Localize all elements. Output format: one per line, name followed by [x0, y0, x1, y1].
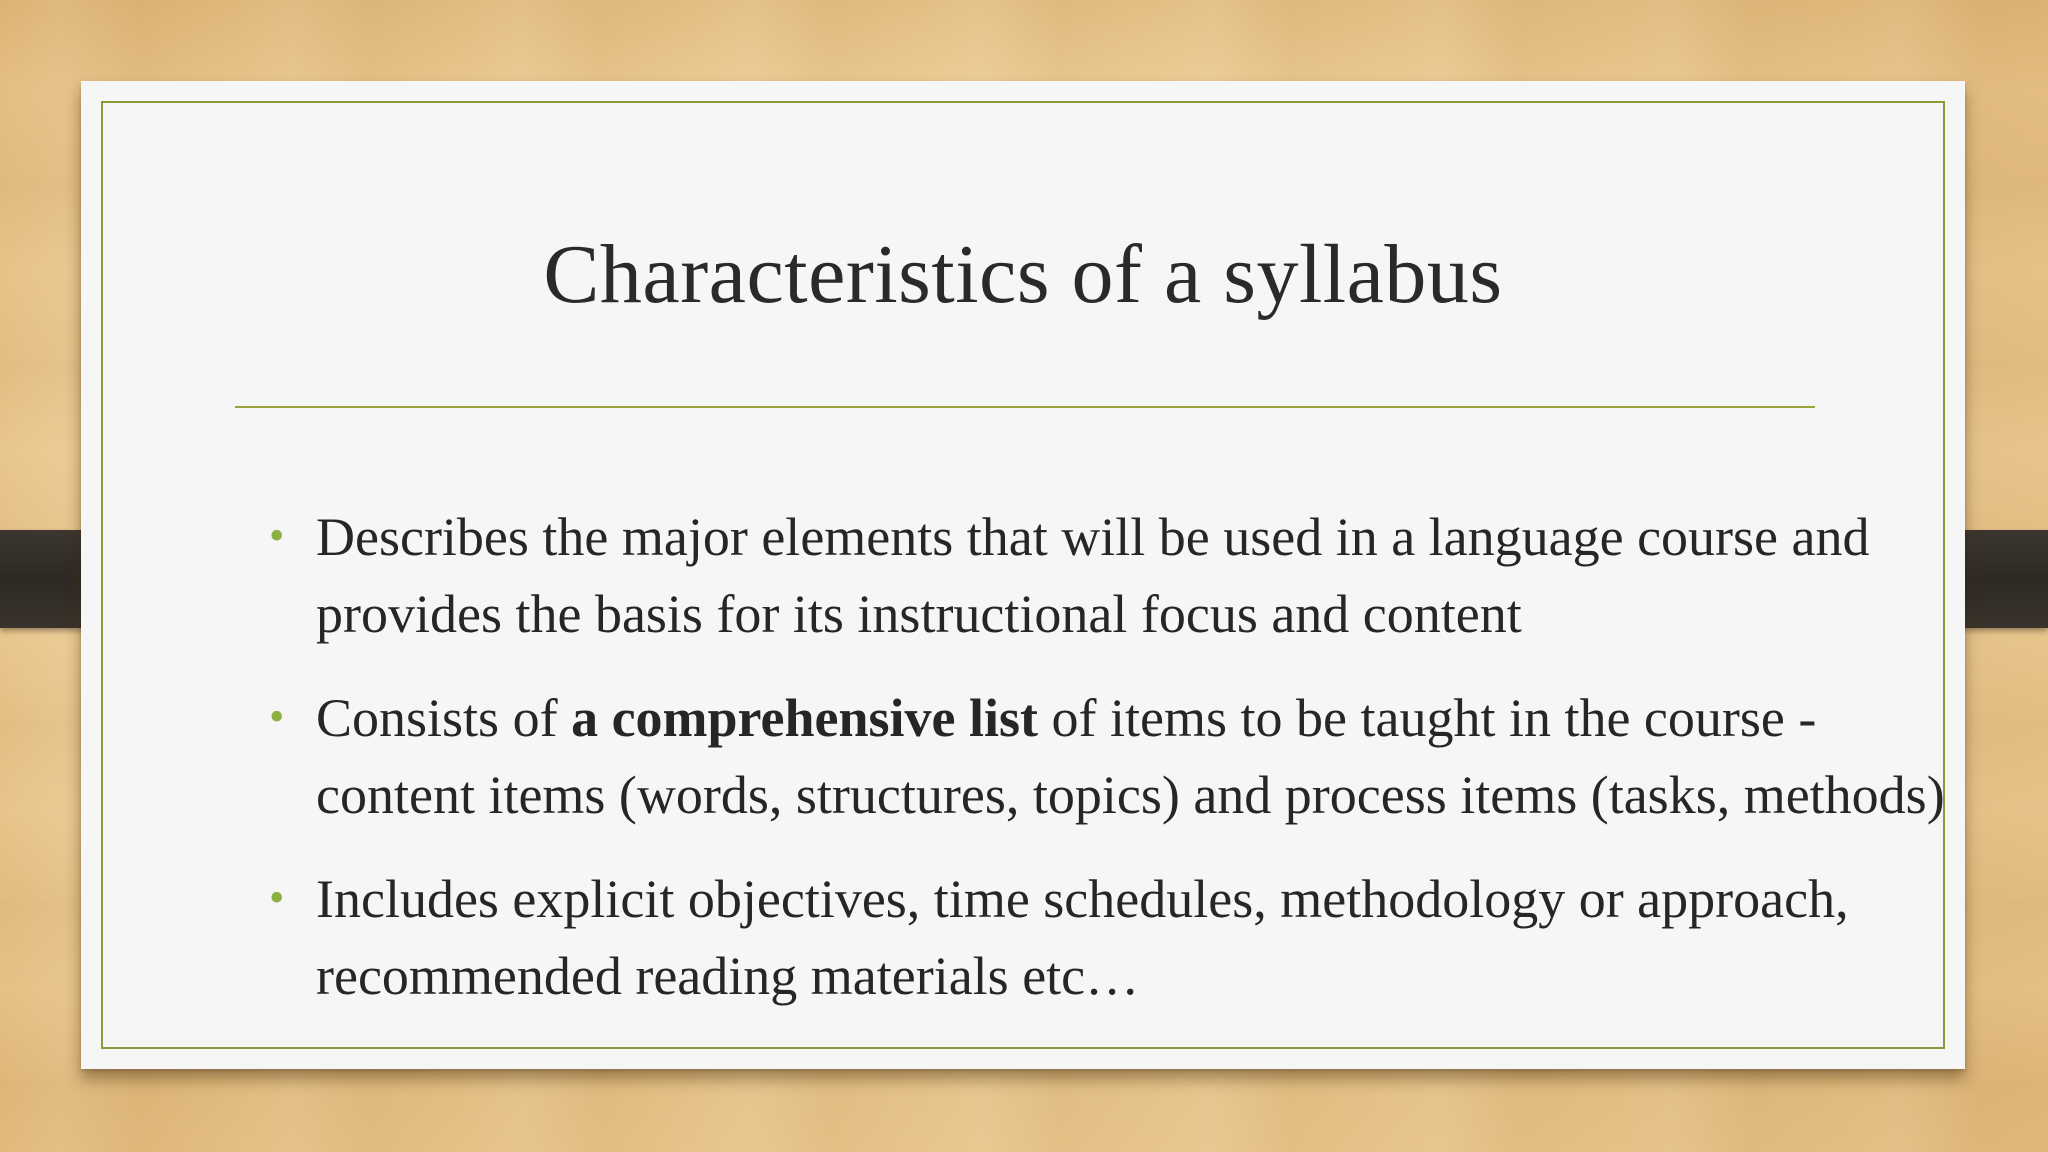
bullet-text-after: of items to be taught in the course - content items (words, structures, topics) and process items (tasks, methods) — [316, 688, 1945, 825]
bullet-text-bold: a comprehensive list — [571, 688, 1039, 748]
bullet-item-2 — [233, 680, 1973, 834]
bullet-item-1 — [233, 499, 1973, 653]
bullet-text: Includes explicit objectives, time schedules, methodology or approach, recommended reading materials etc… — [316, 869, 1849, 1006]
bullet-text-before: Consists of — [316, 688, 572, 748]
bullet-item-3 — [233, 861, 1973, 1015]
bullet-dot-icon: • — [269, 692, 285, 741]
title-divider — [235, 406, 1815, 408]
bullet-text: Describes the major elements that will be used in a language course and provides the basis for its instructional focus and content — [316, 507, 1870, 644]
bullet-dot-icon: • — [269, 873, 285, 922]
bullet-list — [233, 499, 1973, 1042]
slide-title: Characteristics of a syllabus — [543, 228, 1503, 321]
bullet-dot-icon: • — [269, 511, 285, 560]
slide-paper — [81, 81, 1965, 1069]
